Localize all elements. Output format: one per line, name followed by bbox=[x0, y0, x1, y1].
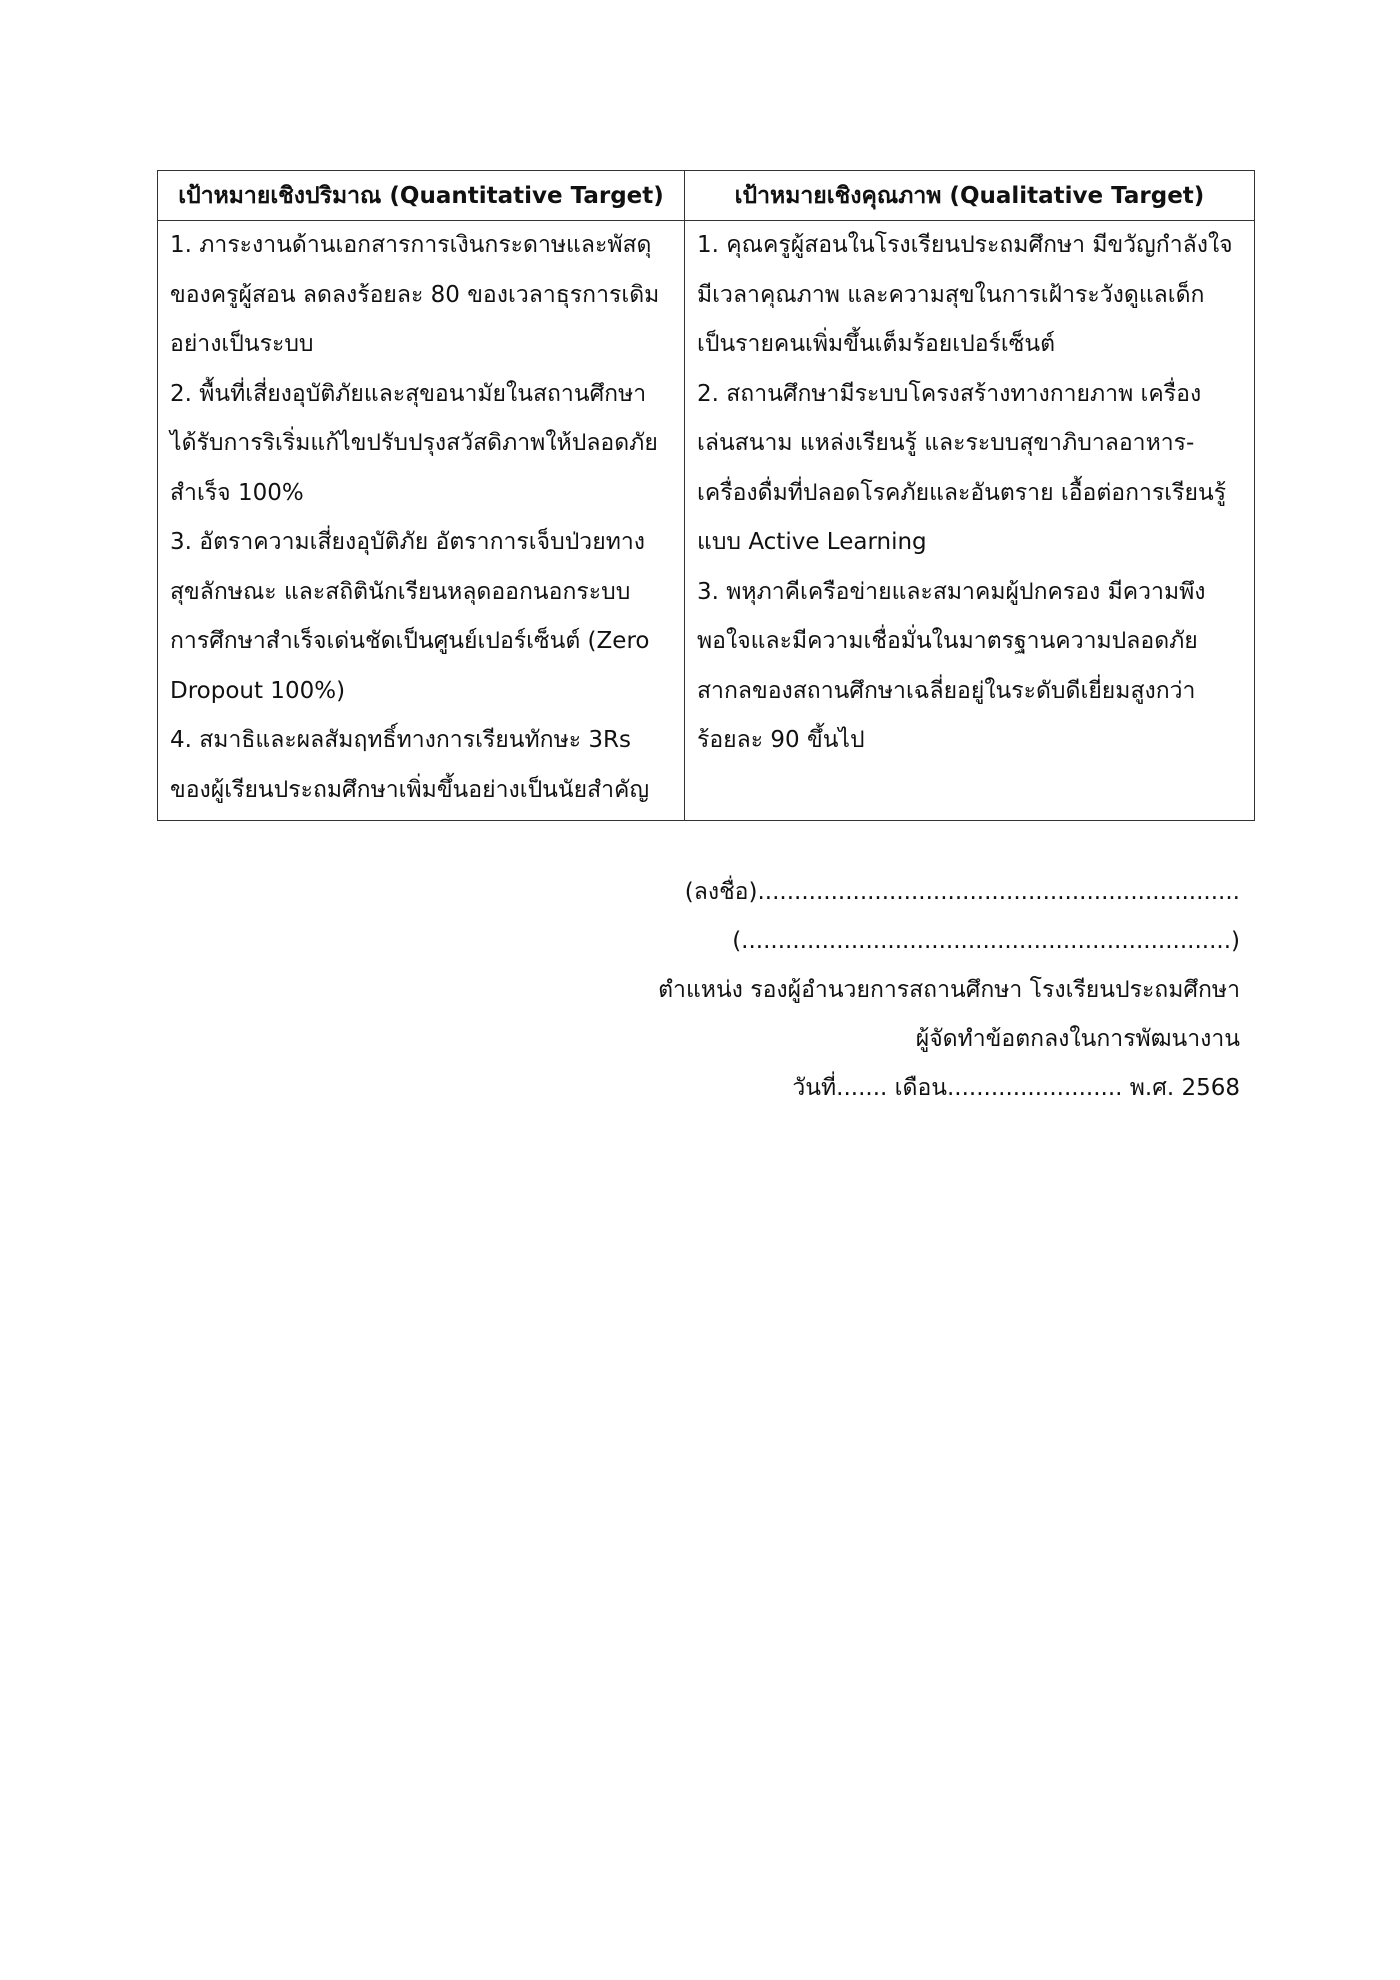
quantitative-item-4: 4. สมาธิและผลสัมฤทธิ์ทางการเรียนทักษะ 3Rs ของผู้เรียนประถมศึกษาเพิ่มขึ้นอย่างเป็นนัยสำคัญ bbox=[170, 727, 650, 803]
signature-block bbox=[340, 868, 1240, 1113]
quantitative-item-3: 3. อัตราความเสี่ยงอุบัติภัย อัตราการเจ็บป่วยทาง สุขลักษณะ และสถิตินักเรียนหลุดออกนอกระบบ การศึกษาสำเร็จเด่นชัดเป็นศูนย์เปอร์เซ็นต์ (Zero Dropout 100%) bbox=[170, 529, 650, 704]
quantitative-item-2: 2. พื้นที่เสี่ยงอุบัติภัยและสุขอนามัยในสถานศึกษา ได้รับการริเริ่มแก้ไขปรับปรุงสวัสดิภาพให้ปลอดภัย สำเร็จ 100% bbox=[170, 380, 658, 506]
quantitative-header: เป้าหมายเชิงปริมาณ (Quantitative Target) bbox=[158, 171, 685, 221]
targets-table bbox=[157, 170, 1255, 821]
table-header-row bbox=[158, 171, 1255, 221]
qualitative-item-2: 2. สถานศึกษามีระบบโครงสร้างทางกายภาพ เครื่อง เล่นสนาม แหล่งเรียนรู้ และระบบสุขาภิบาลอาหาร- เครื่องดื่มที่ปลอดโรคภัยและอันตราย เอื้อต่อการเรียนรู้ แบบ Active Learning bbox=[697, 380, 1227, 555]
signer-name-line: (...................................................................) bbox=[732, 928, 1240, 954]
qualitative-header: เป้าหมายเชิงคุณภาพ (Qualitative Target) bbox=[685, 171, 1255, 221]
table-row bbox=[158, 221, 1255, 821]
signature-date: วันที่....... เดือน........................ พ.ศ. 2568 bbox=[792, 1075, 1240, 1101]
quantitative-item-1: 1. ภาระงานด้านเอกสารการเงินกระดาษและพัสดุ ของครูผู้สอน ลดลงร้อยละ 80 ของเวลาธุรการเดิม อย่างเป็นระบบ bbox=[170, 232, 660, 357]
signer-role: ผู้จัดทำข้อตกลงในการพัฒนางาน bbox=[915, 1026, 1240, 1052]
qualitative-item-3: 3. พหุภาคีเครือข่ายและสมาคมผู้ปกครอง มีความพึง พอใจและมีความเชื่อมั่นในมาตรฐานความปลอดภัย สากลของสถานศึกษาเฉลี่ยอยู่ในระดับดีเยี่ยมสูงกว่า ร้อยละ 90 ขึ้นไป bbox=[697, 578, 1206, 753]
quantitative-cell bbox=[158, 221, 685, 821]
qualitative-item-1: 1. คุณครูผู้สอนในโรงเรียนประถมศึกษา มีขวัญกำลังใจ มีเวลาคุณภาพ และความสุขในการเฝ้าระวังดูแลเด็ก เป็นรายคนเพิ่มขึ้นเต็มร้อยเปอร์เซ็นต์ bbox=[697, 232, 1233, 357]
signature-line: (ลงชื่อ).................................................................. bbox=[684, 879, 1240, 905]
qualitative-cell bbox=[685, 221, 1255, 821]
signer-position: ตำแหน่ง รองผู้อำนวยการสถานศึกษา โรงเรียนประถมศึกษา bbox=[658, 977, 1240, 1003]
